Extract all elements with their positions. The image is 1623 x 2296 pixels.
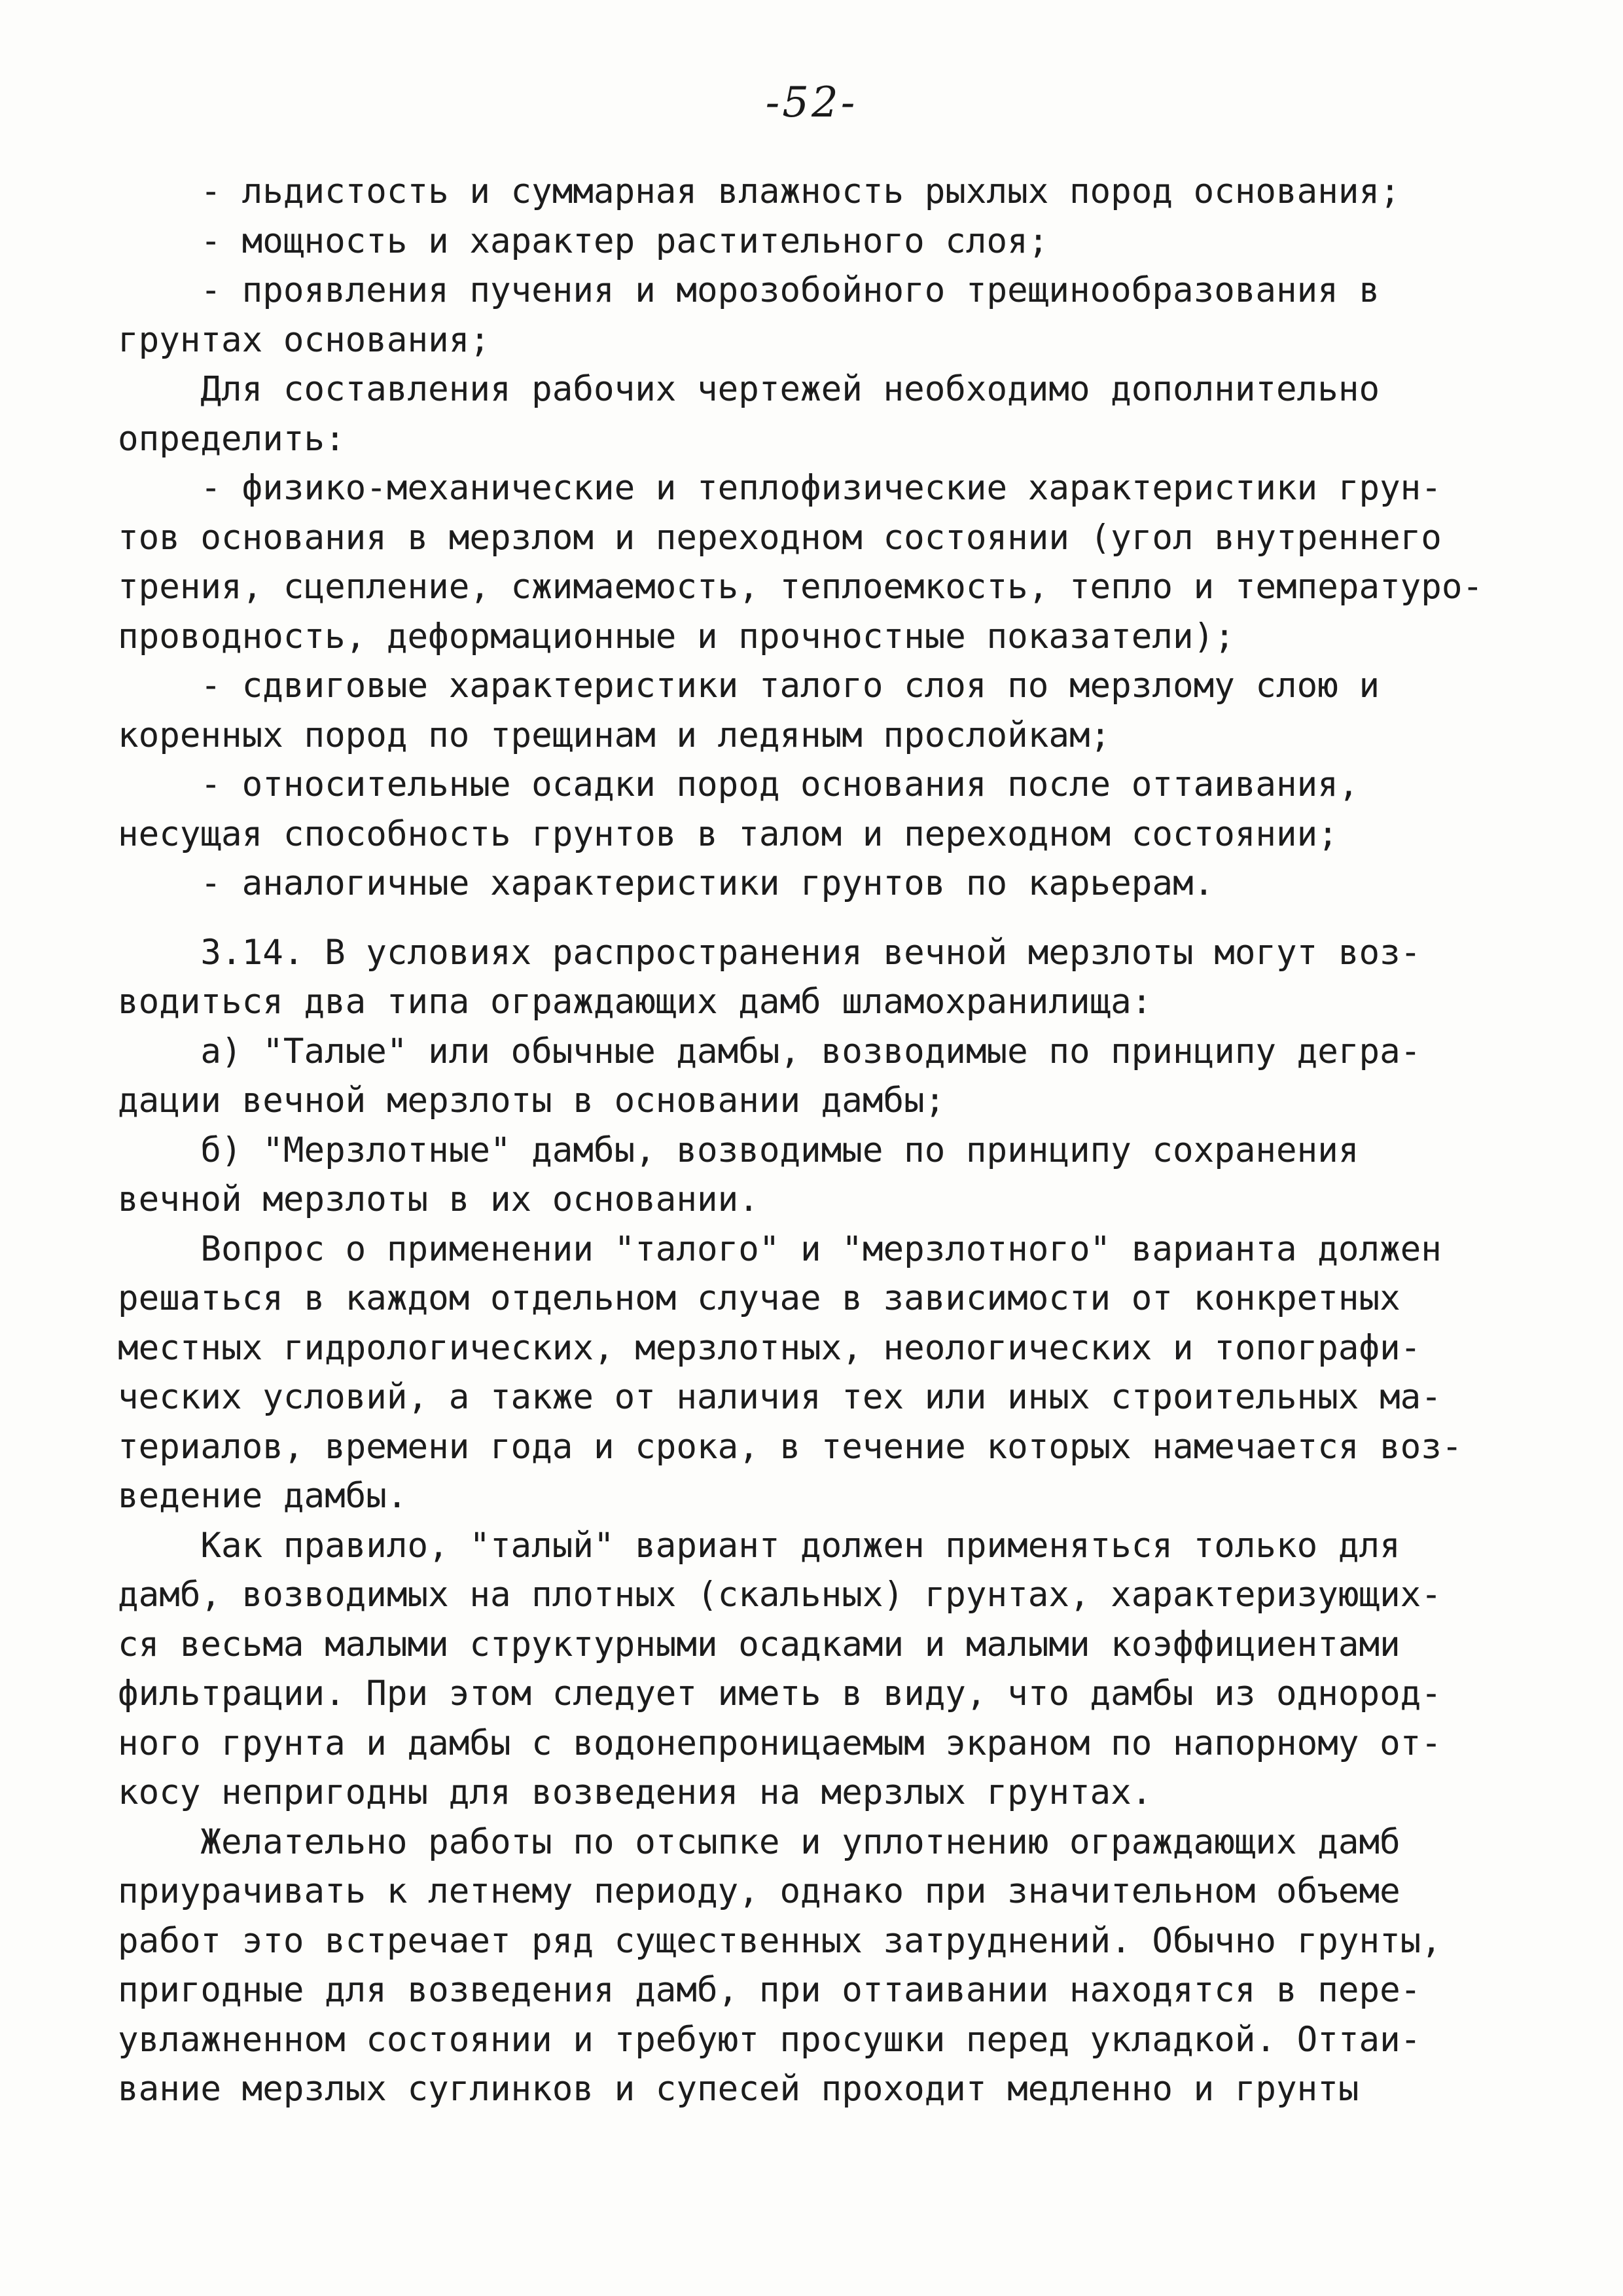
text-line: ческих условий, а также от наличия тех или иных строительных ма- bbox=[118, 1377, 1442, 1417]
text-line: - льдистость и суммарная влажность рыхлых пород основания; bbox=[118, 171, 1400, 211]
text-line: местных гидрологических, мерзлотных, неологических и топографи- bbox=[118, 1327, 1421, 1368]
text-line: коренных пород по трещинам и ледяным прослойкам; bbox=[118, 715, 1111, 755]
text-line: - проявления пучения и морозобойного трещинообразования в bbox=[118, 270, 1380, 310]
text-line: грунтах основания; bbox=[118, 319, 490, 360]
text-line: Вопрос о применении "талого" и "мерзлотного" варианта должен bbox=[118, 1229, 1442, 1269]
text-line: териалов, времени года и срока, в течение которых намечается воз- bbox=[118, 1426, 1463, 1467]
paragraph-gap bbox=[118, 908, 1525, 928]
text-line: трения, сцепление, сжимаемость, теплоемкость, тепло и температуро- bbox=[118, 567, 1484, 607]
text-line: пригодные для возведения дамб, при оттаивании находятся в пере- bbox=[118, 1970, 1421, 2010]
text-line: увлажненном состоянии и требуют просушки перед укладкой. Оттаи- bbox=[118, 2019, 1421, 2060]
text-line: косу непригодны для возведения на мерзлых грунтах. bbox=[118, 1772, 1152, 1812]
text-line: б) "Мерзлотные" дамбы, возводимые по принципу сохранения bbox=[118, 1130, 1359, 1170]
text-line: водиться два типа ограждающих дамб шламохранилища: bbox=[118, 982, 1152, 1022]
section-heading-line: 3.14. В условиях распространения вечной мерзлоты могут воз- bbox=[118, 932, 1421, 973]
text-line: работ это встречает ряд существенных затруднений. Обычно грунты, bbox=[118, 1920, 1442, 1961]
text-line: проводность, деформационные и прочностные показатели); bbox=[118, 616, 1235, 656]
body-text bbox=[118, 167, 1525, 2114]
text-line: решаться в каждом отдельном случае в зависимости от конкретных bbox=[118, 1278, 1400, 1318]
text-line: приурачивать к летнему периоду, однако при значительном объеме bbox=[118, 1871, 1400, 1911]
text-line: ся весьма малыми структурными осадками и малыми коэффициентами bbox=[118, 1624, 1400, 1664]
text-line: - физико-механические и теплофизические характеристики грун- bbox=[118, 468, 1442, 508]
text-line: фильтрации. При этом следует иметь в виду, что дамбы из однород- bbox=[118, 1674, 1442, 1713]
page-number: -52- bbox=[765, 79, 858, 127]
text-line: - сдвиговые характеристики талого слоя по мерзлому слою и bbox=[118, 666, 1380, 706]
text-line: несущая способность грунтов в талом и переходном состоянии; bbox=[118, 814, 1338, 854]
text-line: дамб, возводимых на плотных (скальных) грунтах, характеризующих- bbox=[118, 1575, 1442, 1615]
text-line: ведение дамбы. bbox=[118, 1476, 408, 1516]
text-line: определить: bbox=[118, 418, 346, 459]
text-line: Желательно работы по отсыпке и уплотнению ограждающих дамб bbox=[118, 1821, 1400, 1862]
text-line: ного грунта и дамбы с водонепроницаемым экраном по напорному от- bbox=[118, 1723, 1442, 1763]
text-line: вание мерзлых суглинков и супесей проходит медленно и грунты bbox=[118, 2069, 1359, 2109]
text-line: - аналогичные характеристики грунтов по карьерам. bbox=[118, 863, 1215, 903]
text-line: - относительные осадки пород основания после оттаивания, bbox=[118, 764, 1359, 804]
text-line: а) "Талые" или обычные дамбы, возводимые по принципу дегра- bbox=[118, 1031, 1421, 1071]
text-line: дации вечной мерзлоты в основании дамбы; bbox=[118, 1081, 946, 1121]
text-line: Как правило, "талый" вариант должен применяться только для bbox=[118, 1525, 1400, 1566]
text-line: вечной мерзлоты в их основании. bbox=[118, 1179, 759, 1219]
text-line: Для составления рабочих чертежей необходимо дополнительно bbox=[118, 369, 1380, 409]
text-line: тов основания в мерзлом и переходном состоянии (угол внутреннего bbox=[118, 517, 1442, 558]
text-line: - мощность и характер растительного слоя; bbox=[118, 221, 1049, 261]
